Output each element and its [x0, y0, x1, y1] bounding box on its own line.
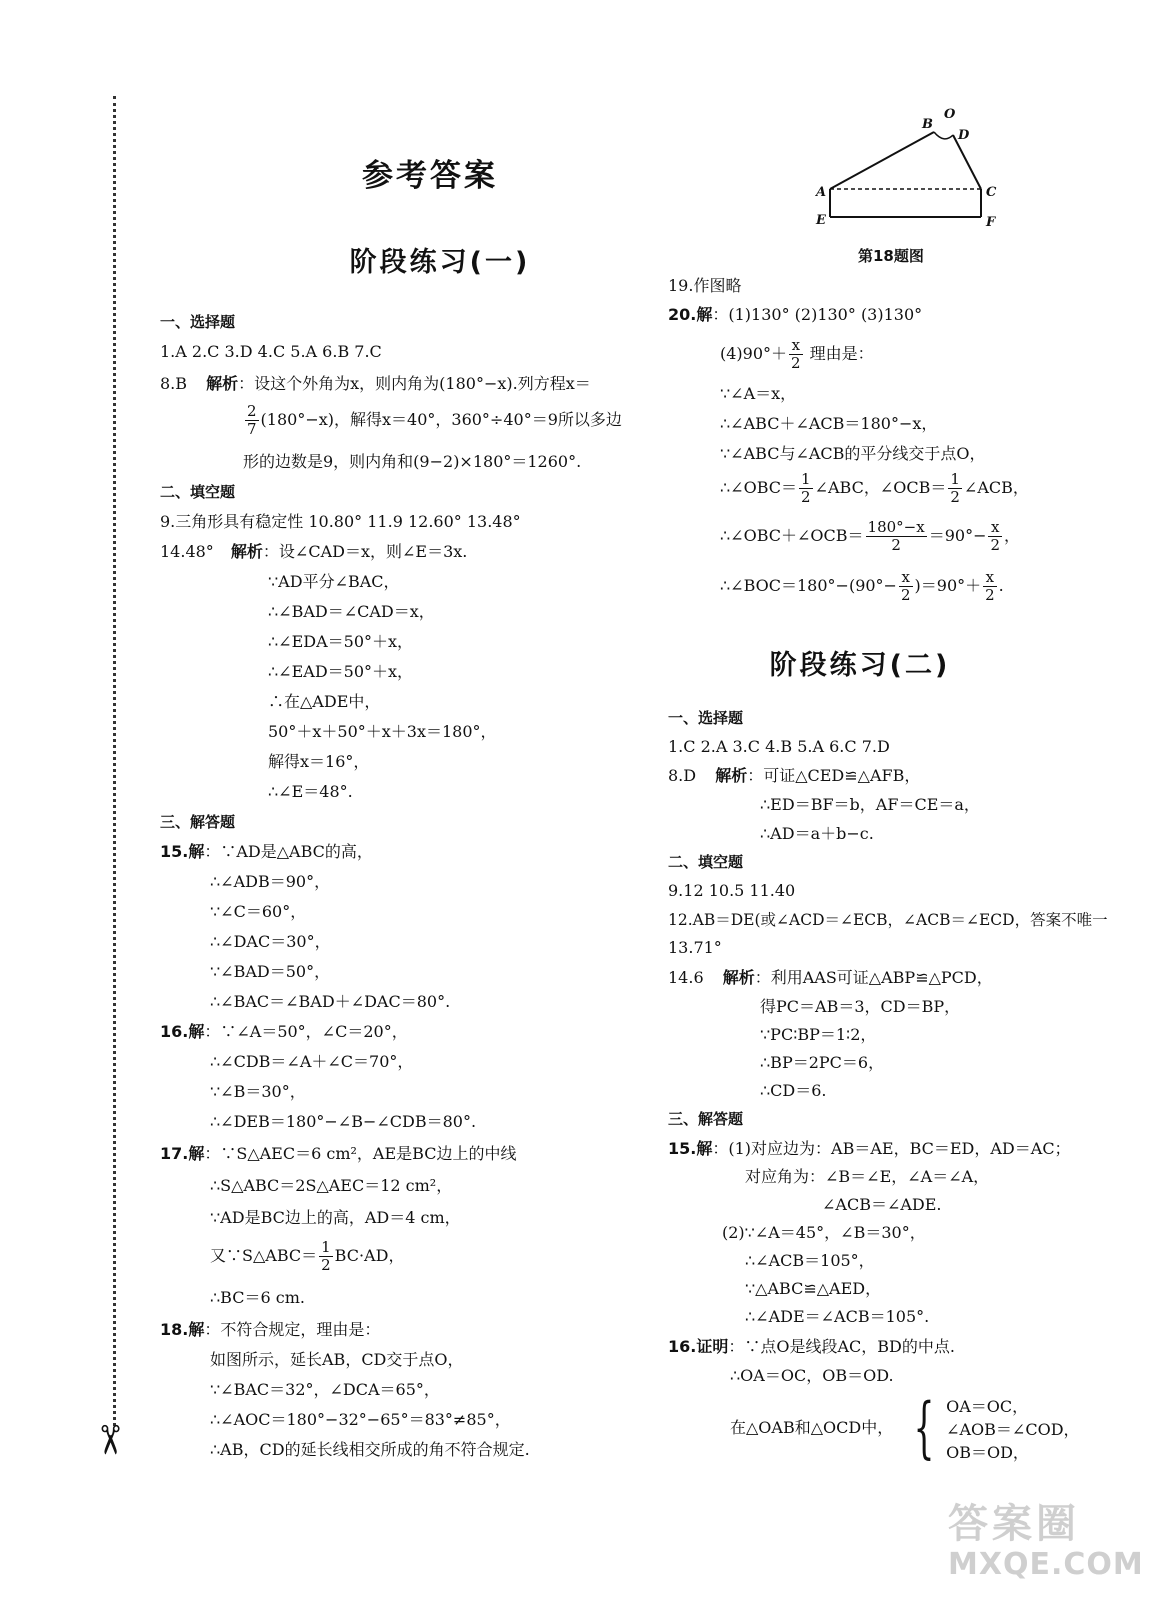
q17-fraction	[319, 1239, 333, 1274]
q20-s6-frac-2	[983, 569, 997, 604]
q20-frac-num: x	[789, 337, 803, 355]
q13: 13.71°	[668, 938, 722, 957]
q20-s4-num-2: 1	[950, 470, 960, 488]
q16-2-head: 16.证明	[668, 1337, 729, 1356]
q15-2-line-3: ∠ACB＝∠ADE.	[822, 1195, 942, 1214]
q15-2-line-4: (2)∵∠A＝45°，∠B＝30°，	[722, 1223, 926, 1242]
q14-2-step: ∵PC∶BP＝1∶2，	[760, 1025, 877, 1044]
watermark-line-1: 答案圈	[948, 1501, 1080, 1547]
choice-answers-1: 1.A 2.C 3.D 4.C 5.A 6.B 7.C	[160, 342, 382, 361]
q18-step: ∵∠BAC＝32°，∠DCA＝65°，	[210, 1380, 440, 1399]
q20-s4a: ∴∠OBC＝	[720, 478, 798, 497]
q16-text-1: ：∵∠A＝50°，∠C＝20°，	[204, 1022, 408, 1041]
q20-fraction	[789, 337, 803, 372]
q14-line-1	[160, 542, 467, 562]
q14-step: ∴∠EDA＝50°＋x，	[268, 632, 414, 651]
fill-header-2: 二、填空题	[668, 853, 744, 871]
q8-2-num: 8.D	[668, 766, 697, 785]
q16-2-line-3: 在△OAB和△OCD中，	[730, 1418, 894, 1437]
solve-header-2: 三、解答题	[668, 1110, 744, 1128]
figure-label-e: E	[816, 213, 826, 228]
q18-step: 如图所示，延长AB，CD交于点O，	[210, 1350, 464, 1369]
q8-line-1	[160, 374, 591, 394]
q16-2-line-2: ∴OA＝OC，OB＝OD.	[730, 1366, 894, 1385]
q17-line-1	[160, 1144, 516, 1164]
q18-step: ∴∠AOC＝180°−32°−65°＝83°≠85°，	[210, 1410, 511, 1429]
choice-header-1: 一、选择题	[160, 313, 236, 331]
section-1-title: 阶段练习(一)	[349, 247, 531, 278]
section-2-title: 阶段练习(二)	[769, 650, 951, 681]
q20-frac-den: 2	[791, 354, 801, 372]
q20-s5-num-2: x	[988, 519, 1002, 537]
q20-text-1: ：(1)130° (2)130° (3)130°	[712, 305, 923, 324]
q16-step: ∵∠B＝30°，	[210, 1082, 306, 1101]
watermark-line-2: MXQE.COM	[948, 1547, 1144, 1582]
brace-symbol: {	[913, 1389, 935, 1466]
q16-2-text-1: ：∵点O是线段AC，BD的中点.	[728, 1337, 955, 1356]
q20-step-1: ∵∠A＝x，	[720, 384, 797, 403]
figure-label-b: B	[922, 117, 933, 132]
q20-s4-num-1: 1	[801, 470, 811, 488]
q14-2-tag: 解析	[722, 968, 755, 987]
q16-2-line-1	[668, 1337, 955, 1357]
cut-line	[113, 96, 116, 1426]
q19: 19.作图略	[668, 276, 742, 295]
q14-tag: 解析	[230, 542, 263, 561]
q20-s5-den: 2	[891, 536, 901, 554]
q8-frac-num: 2	[247, 402, 257, 420]
choice-answers-2: 1.C 2.A 3.C 4.B 5.A 6.C 7.D	[668, 737, 890, 756]
figure-line-dc	[953, 135, 981, 189]
q14-step: 解得x＝16°，	[268, 752, 370, 771]
q20-s6-num-1: x	[899, 569, 913, 587]
q14-step: 50°＋x＋50°＋x＋3x＝180°，	[268, 722, 497, 741]
q16-head: 16.解	[160, 1022, 205, 1041]
q8-line-3: 形的边数是9，则内角和(9−2)×180°＝1260°.	[243, 452, 582, 471]
q20-4b: 理由是：	[804, 344, 874, 363]
q14-step: ∴∠E＝48°.	[268, 782, 353, 801]
q8-2-step: ∴ED＝BF＝b，AF＝CE＝a，	[760, 795, 980, 814]
figure-label-a: A	[816, 185, 827, 200]
figure-line-ab	[830, 132, 934, 189]
q17-line-4	[210, 1236, 404, 1276]
q16-line-1	[160, 1022, 408, 1042]
q17-line-5: ∴BC＝6 cm.	[210, 1288, 305, 1307]
q14-step: ∴∠EAD＝50°＋x，	[268, 662, 414, 681]
q20-s6a: ∴∠BOC＝180°−(90°−	[720, 576, 897, 595]
q17-frac-num: 1	[321, 1238, 331, 1256]
figure-arc	[934, 132, 953, 139]
brace-line: ∠AOB＝∠COD，	[946, 1420, 1080, 1439]
q12: 12.AB＝DE(或∠ACD＝∠ECB，∠ACB＝∠ECD，答案不唯一	[668, 911, 1108, 929]
q20-s5c: ，	[1004, 526, 1021, 545]
q15-step: ∵∠C＝60°，	[210, 902, 307, 921]
q20-head: 20.解	[668, 305, 713, 324]
q14-2-num: 14.6	[668, 968, 704, 987]
q15-step: ∴∠ADB＝90°，	[210, 872, 331, 891]
q20-s5a: ∴∠OBC＋∠OCB＝	[720, 526, 864, 545]
q17-text-4b: BC·AD，	[334, 1246, 405, 1265]
q17-line-3: ∵AD是BC边上的高，AD＝4 cm，	[210, 1208, 461, 1227]
q20-4a: (4)90°＋	[720, 344, 788, 363]
solve-header-1: 三、解答题	[160, 813, 236, 831]
q20-s5-frac-1	[866, 519, 927, 554]
q20-s6-frac-1	[899, 569, 913, 604]
q14-2-text-1: ：利用AAS可证△ABP≌△PCD，	[754, 968, 993, 987]
q20-s5-den-2: 2	[990, 536, 1001, 554]
q20-s6c: .	[998, 576, 1004, 595]
fill-answers-1: 9.三角形具有稳定性 10.80° 11.9 12.60° 13.48°	[160, 512, 521, 531]
q8-2-line-1	[668, 766, 920, 786]
brace-lines	[946, 1395, 1079, 1464]
q14-step: ∴在△ADE中，	[268, 692, 381, 711]
q14-step: ∴∠BAD＝∠CAD＝x，	[268, 602, 435, 621]
q14-2-step: ∴BP＝2PC＝6，	[760, 1053, 885, 1072]
q14-2-step: 得PC＝AB＝3，CD＝BP，	[760, 997, 961, 1016]
q20-s4-frac-1	[799, 471, 813, 506]
q8-2-step: ∴AD＝a＋b−c.	[760, 824, 874, 843]
q20-s4b: ∠ABC，∠OCB＝	[814, 478, 947, 497]
q20-step-2: ∴∠ABC＋∠ACB＝180°−x，	[720, 414, 938, 433]
q17-text-1: ：∵S△AEC＝6 cm²，AE是BC边上的中线	[204, 1144, 517, 1163]
q8-num: 8.B	[160, 374, 188, 393]
page-title: 参考答案	[362, 158, 498, 194]
q14-2-line-1	[668, 968, 993, 988]
q15-2-line-1	[668, 1139, 1071, 1159]
q20-line-1	[668, 305, 922, 325]
brace-line: OB＝OD，	[946, 1443, 1029, 1462]
figure-label-c: C	[986, 185, 997, 200]
q14-num: 14.48°	[160, 542, 214, 561]
q17-head: 17.解	[160, 1144, 205, 1163]
q17-text-4a: 又∵S△ABC＝	[210, 1246, 318, 1265]
q15-step: ∴∠DAC＝30°，	[210, 932, 331, 951]
scissors-icon: ✂	[85, 1423, 132, 1457]
q20-step-6	[720, 566, 1004, 606]
q20-step-3: ∵∠ABC与∠ACB的平分线交于点O，	[720, 444, 986, 463]
q20-s6b: )＝90°＋	[914, 576, 982, 595]
q20-s5-frac-2	[988, 519, 1002, 554]
q16-step: ∴∠DEB＝180°−∠B−∠CDB＝80°.	[210, 1112, 477, 1131]
q18-head: 18.解	[160, 1320, 205, 1339]
choice-header-2: 一、选择题	[668, 709, 744, 727]
q15-2-head: 15.解	[668, 1139, 713, 1158]
brace-line: OA＝OC，	[946, 1397, 1029, 1416]
q15-line-1	[160, 842, 373, 862]
q18-text-1: ：不符合规定，理由是：	[204, 1320, 381, 1339]
figure-caption: 第18题图	[858, 247, 924, 265]
q14-2-step: ∴CD＝6.	[760, 1081, 827, 1100]
q20-s6-den-2: 2	[985, 586, 995, 604]
q20-s6-num-2: x	[983, 569, 997, 587]
q15-step: ∴∠BAC＝∠BAD＋∠DAC＝80°.	[210, 992, 451, 1011]
q8-text-1: ：设这个外角为x，则内角为(180°−x).列方程x＝	[238, 374, 591, 393]
q16-step: ∴∠CDB＝∠A＋∠C＝70°，	[210, 1052, 414, 1071]
q8-2-text-1: ：可证△CED≌△AFB，	[747, 766, 921, 785]
figure-label-f: F	[986, 215, 996, 230]
q17-frac-den: 2	[321, 1256, 331, 1274]
q8-fraction	[245, 403, 259, 438]
q14-text-1: ：设∠CAD＝x，则∠E＝3x.	[262, 542, 468, 561]
q20-s6-den-1: 2	[900, 586, 911, 604]
q20-s4-den-2: 2	[950, 488, 960, 506]
q8-2-tag: 解析	[715, 766, 748, 785]
q8-frac-den: 7	[247, 420, 257, 438]
q20-step-4	[720, 468, 1029, 508]
q20-line-4	[720, 334, 874, 374]
q8-line-2	[243, 402, 622, 438]
q15-2-step: ∴∠ACB＝105°，	[745, 1251, 875, 1270]
q20-s4-frac-2	[948, 471, 962, 506]
q15-step: ∵∠BAD＝50°，	[210, 962, 331, 981]
q8-text-2: (180°−x)，解得x＝40°，360°÷40°＝9所以多边	[260, 410, 622, 429]
q20-s5-num: 180°−x	[867, 518, 925, 536]
q15-2-line-2: 对应角为：∠B＝∠E，∠A＝∠A，	[745, 1167, 990, 1186]
q20-s4c: ∠ACB，	[963, 478, 1029, 497]
q18-step: ∴AB，CD的延长线相交所成的角不符合规定.	[210, 1440, 530, 1459]
q20-s4-den-1: 2	[801, 488, 811, 506]
q15-head: 15.解	[160, 842, 205, 861]
fill-header-1: 二、填空题	[160, 483, 236, 501]
q17-line-2: ∴S△ABC＝2S△AEC＝12 cm²，	[210, 1176, 453, 1195]
figure-18	[808, 104, 1038, 234]
q18-line-1	[160, 1320, 380, 1340]
q15-2-text-1: ：(1)对应边为：AB＝AE，BC＝ED，AD＝AC；	[712, 1139, 1071, 1158]
q20-step-5	[720, 516, 1020, 556]
q8-tag: 解析	[206, 374, 239, 393]
q15-2-step: ∴∠ADE＝∠ACB＝105°.	[745, 1307, 930, 1326]
q15-text-1: ：∵AD是△ABC的高，	[204, 842, 373, 861]
q14-step: ∵AD平分∠BAC，	[268, 572, 400, 591]
fill-answers-2: 9.12 10.5 11.40	[668, 881, 796, 900]
q16-brace-system	[903, 1389, 1080, 1466]
figure-label-o: O	[944, 107, 956, 122]
watermark	[948, 1500, 1144, 1582]
q20-s5b: ＝90°−	[928, 526, 987, 545]
figure-label-d: D	[958, 128, 970, 143]
q15-2-step: ∵△ABC≌△AED，	[745, 1279, 882, 1298]
